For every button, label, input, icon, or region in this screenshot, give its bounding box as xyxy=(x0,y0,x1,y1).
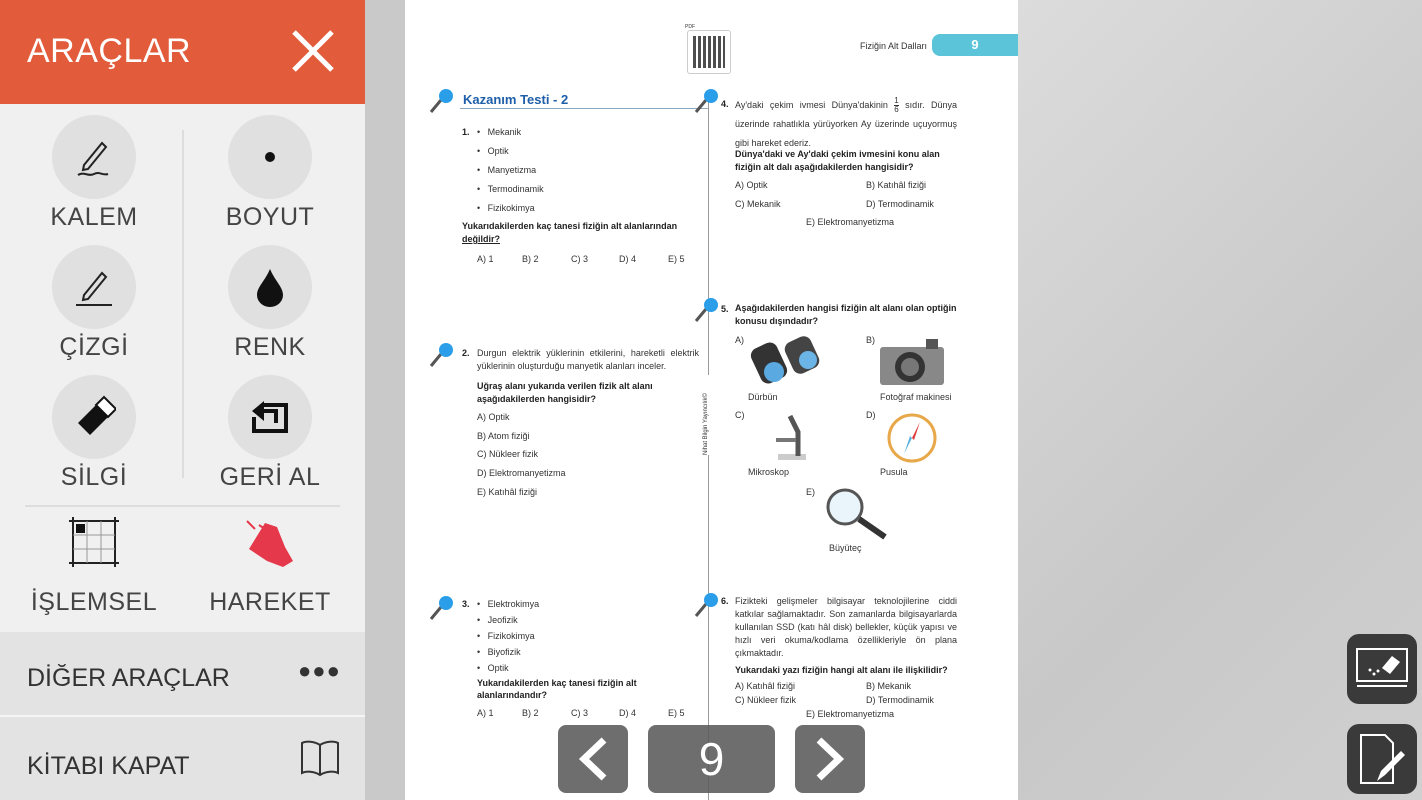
microscope-image[interactable] xyxy=(770,412,810,462)
page-margin xyxy=(365,0,405,800)
option-letter[interactable]: A) xyxy=(735,335,744,345)
question-text: Aşağıdakilerden hangisi fiziğin alt alanı olan optiğin konusu dışındadır? xyxy=(735,303,957,326)
color-drop-icon xyxy=(253,267,287,307)
camera-image[interactable] xyxy=(880,337,944,387)
undo-icon xyxy=(248,397,292,437)
tool-renk[interactable] xyxy=(195,245,345,362)
option[interactable]: D) 4 xyxy=(619,708,637,718)
tool-boyut[interactable] xyxy=(195,115,345,232)
magnifier-pin-icon[interactable] xyxy=(692,86,722,116)
tool-label: RENK xyxy=(234,333,306,361)
question-number: 6. xyxy=(721,596,729,606)
tool-hareket[interactable] xyxy=(195,515,345,617)
option[interactable]: B) Mekanik xyxy=(866,681,912,691)
option-letter[interactable]: E) xyxy=(806,487,815,497)
question-number: 1. xyxy=(462,127,470,137)
current-page-number: 9 xyxy=(698,733,725,785)
option-label: Fotoğraf makinesi xyxy=(880,392,952,402)
more-dots-icon: ●●● xyxy=(298,658,341,683)
tool-label: İŞLEMSEL xyxy=(30,588,158,616)
test-title: Kazanım Testi - 2 xyxy=(463,92,569,107)
option-label: Mikroskop xyxy=(748,467,790,477)
option-label: Pusula xyxy=(880,467,908,477)
list-item: • Biyofizik xyxy=(477,647,521,657)
option-label: Dürbün xyxy=(748,392,778,402)
option-letter[interactable]: B) xyxy=(866,335,875,345)
question-text: Durgun elektrik yüklerinin etkilerini, hareketli elektrik yüklerinin oluşturduğu manyetik alanları inceler. xyxy=(477,348,699,371)
option[interactable]: A) 1 xyxy=(477,708,494,718)
list-item: • Jeofizik xyxy=(477,615,518,625)
tool-label: SİLGİ xyxy=(60,463,128,491)
qr-code[interactable] xyxy=(687,30,731,74)
option[interactable]: C) Nükleer fizik xyxy=(477,449,539,459)
sidebar-title: ARAÇLAR xyxy=(27,32,192,70)
magnifier-pin-icon[interactable] xyxy=(427,86,457,116)
page-topic: Fiziğin Alt Dalları xyxy=(860,41,928,51)
list-item: • Manyetizma xyxy=(477,165,537,175)
close-book-button[interactable] xyxy=(0,717,365,800)
tool-label: GERİ AL xyxy=(219,463,321,491)
book-page[interactable] xyxy=(405,0,1018,800)
option[interactable]: C) 3 xyxy=(571,254,589,264)
publisher-text: Nihat Bilgin Yayıncılık© xyxy=(703,375,709,455)
list-item: • Optik xyxy=(477,663,509,673)
sidebar-header xyxy=(0,0,365,104)
tool-kalem[interactable] xyxy=(19,115,169,232)
option[interactable]: D) Termodinamik xyxy=(866,695,934,705)
question-text: Ay'daki çekim ivmesi Dünya'dakinin $\frac{1}{6}$ sıdır. Dünya üzerinde rahatlıkla yürüyorken Ay üzerinde uçuyormuş gibi hareket ederiz. xyxy=(735,96,957,148)
question-text: Yukarıdaki yazı fiziğin hangi alt alanı ile ilişkilidir? xyxy=(735,665,948,675)
eraser-icon xyxy=(72,395,116,439)
option[interactable]: E) Katıhâl fiziği xyxy=(477,487,538,497)
magnifier-pin-icon[interactable] xyxy=(692,295,722,325)
option[interactable]: B) 2 xyxy=(522,254,539,264)
edit-notes-button[interactable] xyxy=(1347,724,1417,794)
tool-silgi[interactable] xyxy=(19,375,169,492)
title-underline xyxy=(460,108,708,109)
binoculars-image[interactable] xyxy=(750,336,825,386)
other-tools-button[interactable] xyxy=(0,632,365,715)
board-eraser-icon xyxy=(1354,646,1410,692)
close-icon[interactable] xyxy=(290,28,336,74)
option[interactable]: E) 5 xyxy=(668,254,685,264)
option[interactable]: E) 5 xyxy=(668,708,685,718)
tool-cizgi[interactable] xyxy=(19,245,169,362)
chevron-left-icon xyxy=(576,736,610,782)
option[interactable]: D) Termodinamik xyxy=(866,199,934,209)
option[interactable]: D) Elektromanyetizma xyxy=(477,468,566,478)
magnifier-pin-icon[interactable] xyxy=(427,593,457,623)
question-text: Dünya'daki ve Ay'daki çekim ivmesini konu alan fiziğin alt dalı aşağıdakilerden hangisidir? xyxy=(735,149,940,172)
question-text: Yukarıdakilerden kaç tanesi fiziğin alt alanlarından xyxy=(462,221,678,231)
tool-label: HAREKET xyxy=(209,588,331,616)
question-text: Yukarıdakilerden kaç tanesi fiziğin alt alanlarındandır? xyxy=(477,678,637,700)
compass-image[interactable] xyxy=(886,412,938,464)
question-1 xyxy=(462,123,700,246)
question-text: Fizikteki gelişmeler bilgisayar teknolojilerine ciddi katkılar sağlamaktadır. Son zamanlarda bilgisayarlarda kullanılan SSD (katı hâl disk) bellekler, küçük yapısı ve hızlı veri okuma/kodlama özellikleriyle ön plana çıkmaktadır. xyxy=(735,596,957,658)
size-dot-icon xyxy=(265,152,275,162)
divider xyxy=(182,130,184,478)
chevron-right-icon xyxy=(813,736,847,782)
option-letter[interactable]: D) xyxy=(866,410,876,420)
option[interactable]: A) Katıhâl fiziği xyxy=(735,681,796,691)
option-label: Büyüteç xyxy=(829,543,862,553)
list-item: • Elektrokimya xyxy=(477,599,540,609)
option[interactable]: C) Mekanik xyxy=(735,199,781,209)
question-number: 5. xyxy=(721,304,729,314)
tool-label: BOYUT xyxy=(225,203,315,231)
qr-label: PDF xyxy=(685,24,695,30)
option[interactable]: E) Elektromanyetizma xyxy=(806,217,895,227)
option[interactable]: D) 4 xyxy=(619,254,637,264)
option[interactable]: C) Nükleer fizik xyxy=(735,695,797,705)
previous-page-button[interactable] xyxy=(558,725,628,793)
line-pen-icon xyxy=(72,265,116,309)
option[interactable]: A) Optik xyxy=(477,412,510,422)
page-number-tab: 9 xyxy=(932,34,1018,56)
list-item: • Fizikokimya xyxy=(477,631,535,641)
gesture-hand-icon xyxy=(243,515,297,569)
tool-label: ÇİZGİ xyxy=(59,333,129,361)
option[interactable]: B) Atom fiziği xyxy=(477,431,530,441)
divider xyxy=(25,505,340,507)
option-letter[interactable]: C) xyxy=(735,410,745,420)
tool-geri-al[interactable] xyxy=(195,375,345,492)
tool-label: KALEM xyxy=(50,203,138,231)
question-number: 4. xyxy=(721,99,729,109)
list-item: • Fizikokimya xyxy=(477,203,535,213)
note-edit-icon xyxy=(1357,731,1407,787)
option[interactable]: A) Optik xyxy=(735,180,768,190)
question-text: değildir? xyxy=(462,234,500,244)
list-item: • Mekanik xyxy=(477,127,522,137)
question-number: 2. xyxy=(462,348,470,358)
book-icon xyxy=(298,739,342,779)
magnifier-pin-icon[interactable] xyxy=(427,340,457,370)
tool-islemsel[interactable] xyxy=(19,515,169,617)
magnifying-glass-image[interactable] xyxy=(823,487,891,541)
tools-sidebar xyxy=(0,0,365,800)
option[interactable]: B) 2 xyxy=(522,708,539,718)
close-book-label: KİTABI KAPAT xyxy=(27,752,190,780)
list-item: • Optik xyxy=(477,146,509,156)
clear-board-button[interactable] xyxy=(1347,634,1417,704)
option[interactable]: B) Katıhâl fiziği xyxy=(866,180,927,190)
next-page-button[interactable] xyxy=(795,725,865,793)
question-number: 3. xyxy=(462,599,470,609)
list-item: • Termodinamik xyxy=(477,184,544,194)
option[interactable]: A) 1 xyxy=(477,254,494,264)
question-3 xyxy=(462,596,700,701)
grid-icon xyxy=(67,515,121,569)
option[interactable]: E) Elektromanyetizma xyxy=(806,709,895,719)
question-text: Uğraş alanı yukarıda verilen fizik alt alanı aşağıdakilerden hangisidir? xyxy=(477,381,653,404)
option[interactable]: C) 3 xyxy=(571,708,589,718)
pen-icon xyxy=(72,135,116,179)
other-tools-label: DİĞER ARAÇLAR xyxy=(27,664,230,692)
page-indicator[interactable] xyxy=(648,725,775,793)
